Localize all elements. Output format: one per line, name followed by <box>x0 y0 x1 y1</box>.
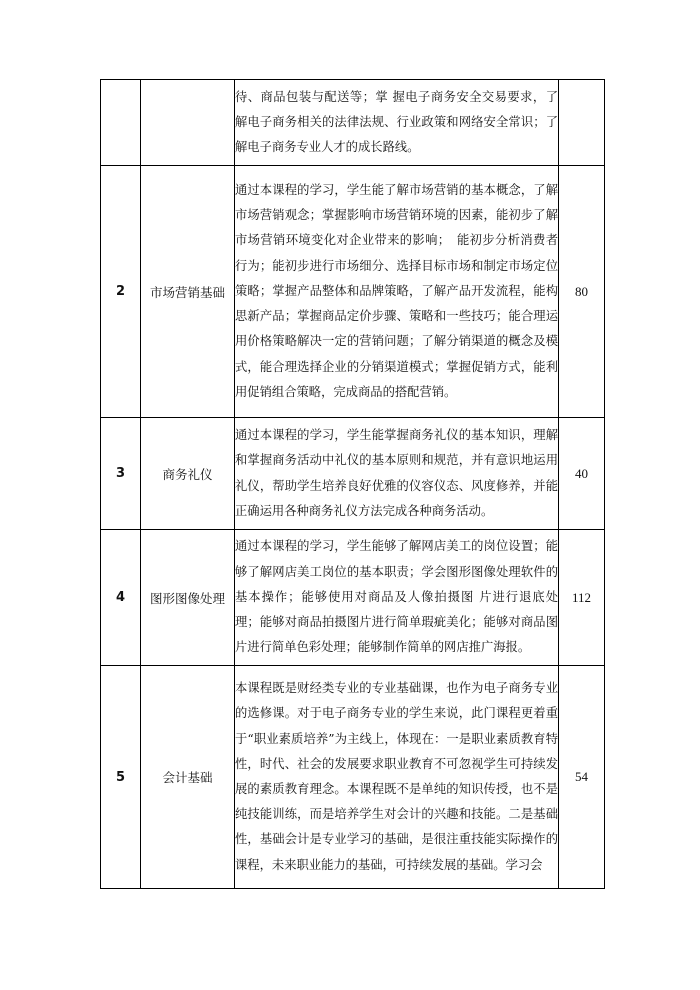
course-hours: 112 <box>559 530 605 666</box>
course-number: 2 <box>101 166 141 418</box>
course-description <box>235 166 559 418</box>
course-hours: 40 <box>559 418 605 530</box>
course-description <box>235 80 559 166</box>
course-description-text: 通过本课程的学习，学生能够了解网店美工的岗位设置；能够了解网店美工岗位的基本职责；学会图形图像处理软件的基本操作；能够使用对商品及人像拍摄图 片进行退底处理；能够对商品拍摄图片进行简单瑕疵美化；能够对商品图片进行简单色彩处理；能够制作简单的网店推广海报。 <box>235 539 558 655</box>
table-row <box>101 530 605 666</box>
table-row <box>101 666 605 889</box>
course-name: 会计基础 <box>141 666 235 889</box>
course-number: 3 <box>101 418 141 530</box>
course-number: 4 <box>101 530 141 666</box>
course-number <box>101 80 141 166</box>
course-name: 市场营销基础 <box>141 166 235 418</box>
course-description <box>235 418 559 530</box>
course-description <box>235 530 559 666</box>
course-hours <box>559 80 605 166</box>
course-name: 图形图像处理 <box>141 530 235 666</box>
table-row <box>101 166 605 418</box>
course-hours: 54 <box>559 666 605 889</box>
course-hours: 80 <box>559 166 605 418</box>
course-number: 5 <box>101 666 141 889</box>
course-name <box>141 80 235 166</box>
course-name: 商务礼仪 <box>141 418 235 530</box>
course-description-text: 本课程既是财经类专业的专业基础课，也作为电子商务专业的选修课。对于电子商务专业的学生来说，此门课程更着重于“职业素质培养”为主线上，体现在：一是职业素质教育特性，时代、社会的发展要求职业教育不可忽视学生可持续发展的素质教育理念。本课程既不是单纯的知识传授，也不是纯技能训练，而是培养学生对会计的兴趣和技能。二是基础性，基础会计是专业学习的基础，是很注重技能实际操作的课程，未来职业能力的基础，可持续发展的基础。学习会 <box>235 681 558 872</box>
curriculum-table <box>100 79 605 889</box>
course-description <box>235 666 559 889</box>
table-row <box>101 80 605 166</box>
table-row <box>101 418 605 530</box>
course-description-text: 通过本课程的学习，学生能掌握商务礼仪的基本知识，理解和掌握商务活动中礼仪的基本原则和规范，并有意识地运用礼仪，帮助学生培养良好优雅的仪容仪态、风度修养，并能正确运用各种商务礼仪方法完成各种商务活动。 <box>235 428 558 518</box>
course-description-text: 通过本课程的学习，学生能了解市场营销的基本概念，了解市场营销观念；掌握影响市场营销环境的因素，能初步了解市场营销环境变化对企业带来的影响； 能初步分析消费者行为；能初步进行市场细分、选择目标市场和制定市场定位策略；掌握产品整体和品牌策略，了解产品开发流程，能构思新产品；掌握商品定价步骤、策略和一些技巧；能合理运用价格策略解决一定的营销问题；了解分销渠道的概念及模式，能合理选择企业的分销渠道模式；掌握促销方式，能利用促销组合策略，完成商品的搭配营销。 <box>235 183 558 399</box>
course-description-text: 待、商品包装与配送等；掌 握电子商务安全交易要求，了解电子商务相关的法律法规、行业政策和网络安全常识；了解电子商务专业人才的成长路线。 <box>235 89 558 155</box>
